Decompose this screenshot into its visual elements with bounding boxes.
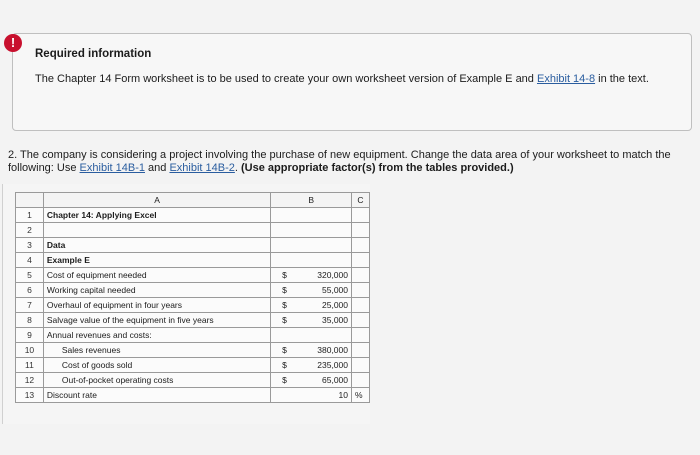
- row-number: 12: [16, 373, 44, 388]
- cell-b[interactable]: 380,000: [298, 343, 352, 358]
- cell-a: Salvage value of the equipment in five years: [43, 313, 270, 328]
- exhibit-14b-1-link[interactable]: Exhibit 14B-1: [79, 162, 145, 174]
- cell-b-currency: $: [271, 283, 298, 298]
- table-row: [16, 373, 370, 388]
- cell-c: [352, 313, 370, 328]
- cell-c: [352, 208, 370, 223]
- spreadsheet: [2, 184, 370, 424]
- cell-b[interactable]: [298, 253, 352, 268]
- table-row: [16, 238, 370, 253]
- column-header-b: B: [271, 193, 352, 208]
- cell-c: [352, 238, 370, 253]
- cell-a: Chapter 14: Applying Excel: [43, 208, 270, 223]
- question-text: [8, 149, 693, 175]
- column-header-row: [16, 193, 370, 208]
- required-text-before: The Chapter 14 Form worksheet is to be used to create your own worksheet version of Example E and: [35, 73, 537, 85]
- cell-b-currency: $: [271, 358, 298, 373]
- table-row: [16, 358, 370, 373]
- cell-a: Working capital needed: [43, 283, 270, 298]
- table-row: [16, 208, 370, 223]
- column-header-c: C: [352, 193, 370, 208]
- table-row: [16, 283, 370, 298]
- question-text-dot: .: [234, 162, 242, 174]
- exhibit-14-8-link[interactable]: Exhibit 14-8: [536, 73, 596, 85]
- corner-cell: [16, 193, 44, 208]
- table-row: [16, 343, 370, 358]
- table-row: [16, 388, 370, 403]
- cell-c: [352, 298, 370, 313]
- cell-b[interactable]: [298, 223, 352, 238]
- cell-a: Annual revenues and costs:: [43, 328, 270, 343]
- row-number: 2: [16, 223, 44, 238]
- cell-b[interactable]: 25,000: [298, 298, 352, 313]
- row-number: 11: [16, 358, 44, 373]
- cell-b-currency: [271, 223, 298, 238]
- alert-icon: !: [4, 34, 22, 52]
- cell-b[interactable]: [298, 208, 352, 223]
- required-title: Required information: [35, 48, 152, 60]
- cell-a: Sales revenues: [43, 343, 270, 358]
- cell-c: [352, 373, 370, 388]
- cell-b[interactable]: 65,000: [298, 373, 352, 388]
- row-number: 13: [16, 388, 44, 403]
- cell-c: %: [352, 388, 370, 403]
- question-text-before: 2. The company is considering a project involving the purchase of new equipment. Change the data area of your worksheet to match the following: Use: [8, 149, 671, 174]
- cell-b[interactable]: 55,000: [298, 283, 352, 298]
- cell-b-currency: $: [271, 298, 298, 313]
- row-number: 6: [16, 283, 44, 298]
- cell-a: Data: [43, 238, 270, 253]
- table-row: [16, 313, 370, 328]
- cell-c: [352, 253, 370, 268]
- cell-a: Overhaul of equipment in four years: [43, 298, 270, 313]
- cell-c: [352, 328, 370, 343]
- cell-b-currency: $: [271, 343, 298, 358]
- cell-b-currency: $: [271, 373, 298, 388]
- cell-b[interactable]: [298, 238, 352, 253]
- cell-a: [43, 223, 270, 238]
- cell-a: Cost of goods sold: [43, 358, 270, 373]
- row-number: 9: [16, 328, 44, 343]
- row-number: 10: [16, 343, 44, 358]
- required-text: [35, 72, 675, 86]
- required-information-box: [12, 33, 692, 131]
- cell-b[interactable]: 10: [298, 388, 352, 403]
- table-row: [16, 223, 370, 238]
- cell-a: Out-of-pocket operating costs: [43, 373, 270, 388]
- required-text-after: in the text.: [595, 73, 649, 85]
- cell-b[interactable]: [298, 328, 352, 343]
- cell-c: [352, 343, 370, 358]
- cell-b-currency: [271, 238, 298, 253]
- cell-c: [352, 223, 370, 238]
- row-number: 8: [16, 313, 44, 328]
- table-row: [16, 298, 370, 313]
- column-header-a: A: [43, 193, 270, 208]
- cell-c: [352, 283, 370, 298]
- exhibit-14b-2-link[interactable]: Exhibit 14B-2: [169, 162, 235, 174]
- cell-b-currency: $: [271, 313, 298, 328]
- cell-b-currency: [271, 208, 298, 223]
- row-number: 1: [16, 208, 44, 223]
- cell-b-currency: [271, 253, 298, 268]
- cell-c: [352, 268, 370, 283]
- row-number: 3: [16, 238, 44, 253]
- table-row: [16, 268, 370, 283]
- spreadsheet-table: [15, 192, 370, 403]
- cell-a: Discount rate: [43, 388, 270, 403]
- cell-b[interactable]: 35,000: [298, 313, 352, 328]
- table-row: [16, 253, 370, 268]
- cell-b[interactable]: 235,000: [298, 358, 352, 373]
- table-row: [16, 328, 370, 343]
- cell-a: Example E: [43, 253, 270, 268]
- cell-b-currency: [271, 328, 298, 343]
- row-number: 4: [16, 253, 44, 268]
- row-number: 5: [16, 268, 44, 283]
- cell-c: [352, 358, 370, 373]
- cell-b-currency: $: [271, 268, 298, 283]
- cell-b[interactable]: 320,000: [298, 268, 352, 283]
- cell-b-currency: [271, 388, 298, 403]
- spreadsheet-body: [16, 208, 370, 403]
- question-instruction: (Use appropriate factor(s) from the tables provided.): [241, 162, 514, 174]
- row-number: 7: [16, 298, 44, 313]
- cell-a: Cost of equipment needed: [43, 268, 270, 283]
- question-text-mid: and: [144, 162, 170, 174]
